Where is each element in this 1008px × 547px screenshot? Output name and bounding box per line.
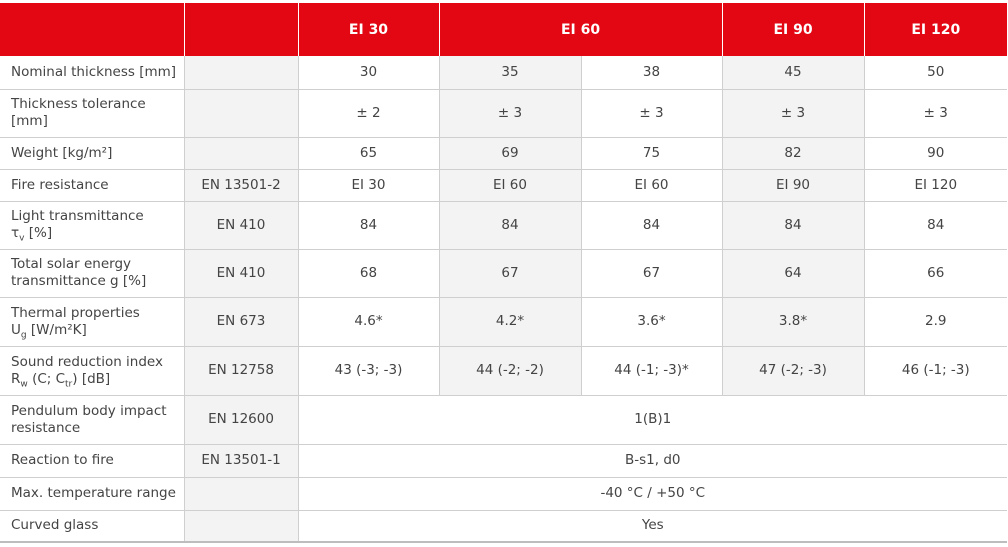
merged-value-cell: 1(B)1 [298, 395, 1007, 444]
table-row [0, 444, 1007, 477]
value-cell: ± 3 [864, 89, 1007, 137]
table-row [0, 477, 1007, 510]
value-cell: ± 2 [298, 89, 439, 137]
value-cell: 84 [439, 201, 581, 249]
value-cell: 38 [581, 56, 722, 89]
table-row [0, 201, 1007, 249]
value-cell: 90 [864, 137, 1007, 169]
row-label: Max. temperature range [0, 477, 184, 510]
header-standard [184, 3, 298, 56]
value-cell: 2.9 [864, 297, 1007, 346]
value-cell: ± 3 [722, 89, 864, 137]
value-cell: 84 [298, 201, 439, 249]
value-cell: 4.2* [439, 297, 581, 346]
header-ei30: EI 30 [298, 3, 439, 56]
standard-cell [184, 477, 298, 510]
value-cell: 47 (-2; -3) [722, 346, 864, 395]
row-label: Curved glass [0, 510, 184, 542]
table-row [0, 169, 1007, 201]
standard-cell [184, 89, 298, 137]
value-cell: 46 (-1; -3) [864, 346, 1007, 395]
value-cell: 4.6* [298, 297, 439, 346]
row-label: Nominal thickness [mm] [0, 56, 184, 89]
standard-cell: EN 410 [184, 249, 298, 297]
header-ei90: EI 90 [722, 3, 864, 56]
standard-cell: EN 12758 [184, 346, 298, 395]
value-cell: 75 [581, 137, 722, 169]
value-cell: EI 60 [439, 169, 581, 201]
row-label: Weight [kg/m²] [0, 137, 184, 169]
value-cell: 68 [298, 249, 439, 297]
value-cell: 43 (-3; -3) [298, 346, 439, 395]
value-cell: 84 [722, 201, 864, 249]
row-label: Fire resistance [0, 169, 184, 201]
merged-value-cell: Yes [298, 510, 1007, 542]
value-cell: 44 (-2; -2) [439, 346, 581, 395]
value-cell: 30 [298, 56, 439, 89]
row-label: Total solar energy transmittance g [%] [0, 249, 184, 297]
value-cell: 45 [722, 56, 864, 89]
value-cell: 69 [439, 137, 581, 169]
table-row [0, 89, 1007, 137]
value-cell: 67 [581, 249, 722, 297]
row-label: Sound reduction index $R_w$ (C; $C_{tr}$) [dB] [0, 346, 184, 395]
value-cell: 64 [722, 249, 864, 297]
standard-cell: EN 13501-1 [184, 444, 298, 477]
row-label: Thickness tolerance [mm] [0, 89, 184, 137]
header-ei120: EI 120 [864, 3, 1007, 56]
row-label: Pendulum body impact resistance [0, 395, 184, 444]
value-cell: 3.6* [581, 297, 722, 346]
row-label: Light transmittance $\tau_v$ [%] [0, 201, 184, 249]
value-cell: ± 3 [439, 89, 581, 137]
value-cell: EI 60 [581, 169, 722, 201]
value-cell: EI 120 [864, 169, 1007, 201]
table-row [0, 56, 1007, 89]
standard-cell: EN 410 [184, 201, 298, 249]
value-cell: 66 [864, 249, 1007, 297]
merged-value-cell: -40 °C / +50 °C [298, 477, 1007, 510]
value-cell: 3.8* [722, 297, 864, 346]
header-row [0, 3, 1007, 56]
value-cell: 82 [722, 137, 864, 169]
value-cell: 44 (-1; -3)* [581, 346, 722, 395]
standard-cell: EN 12600 [184, 395, 298, 444]
table-row [0, 137, 1007, 169]
table-row [0, 346, 1007, 395]
value-cell: ± 3 [581, 89, 722, 137]
standard-cell [184, 56, 298, 89]
header-corner [0, 3, 184, 56]
value-cell: EI 90 [722, 169, 864, 201]
standard-cell [184, 510, 298, 542]
value-cell: 84 [581, 201, 722, 249]
value-cell: 65 [298, 137, 439, 169]
table-row [0, 249, 1007, 297]
row-label: Reaction to fire [0, 444, 184, 477]
header-ei60: EI 60 [439, 3, 722, 56]
merged-value-cell: B-s1, d0 [298, 444, 1007, 477]
standard-cell [184, 137, 298, 169]
table-row [0, 395, 1007, 444]
value-cell: 84 [864, 201, 1007, 249]
standard-cell: EN 13501-2 [184, 169, 298, 201]
row-label: Thermal properties $U_g$ [W/m²K] [0, 297, 184, 346]
value-cell: EI 30 [298, 169, 439, 201]
table-row [0, 297, 1007, 346]
standard-cell: EN 673 [184, 297, 298, 346]
table-row [0, 510, 1007, 542]
specification-table [0, 3, 1007, 543]
value-cell: 35 [439, 56, 581, 89]
value-cell: 67 [439, 249, 581, 297]
value-cell: 50 [864, 56, 1007, 89]
